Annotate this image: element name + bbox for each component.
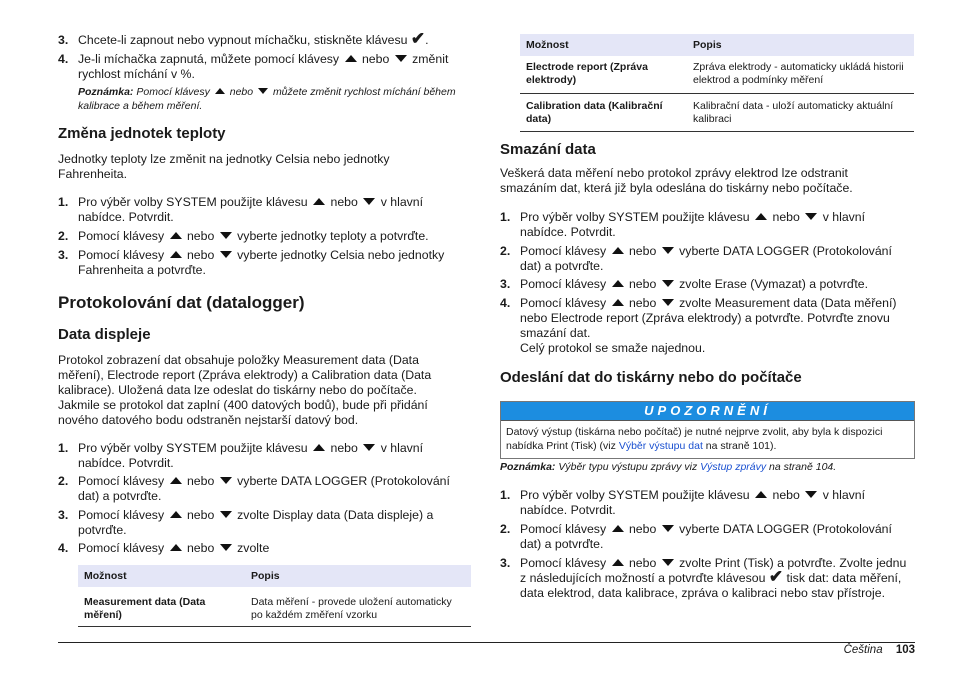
cross-reference-link[interactable]: Výběr výstupu dat: [618, 440, 703, 452]
arrow-down-icon: [220, 477, 232, 484]
table-header-row: [78, 565, 471, 587]
step-text: Chcete-li zapnout nebo vypnout míchačku, stiskněte klávesu: [78, 33, 408, 47]
arrow-down-icon: [220, 251, 232, 258]
arrow-up-icon: [612, 299, 624, 306]
arrow-up-icon: [313, 198, 325, 205]
warning-title: UPOZORNĚNÍ: [501, 402, 914, 421]
arrow-up-icon: [345, 55, 357, 62]
arrow-down-icon: [662, 299, 674, 306]
column-header: Popis: [687, 34, 914, 56]
arrow-down-icon: [662, 247, 674, 254]
options-table: [520, 34, 914, 132]
footer-divider: [58, 642, 915, 643]
page-footer: [844, 643, 915, 658]
step-number: 3.: [58, 33, 69, 47]
table-row: [520, 94, 914, 132]
arrow-up-icon: [612, 280, 624, 287]
arrow-up-icon: [612, 559, 624, 566]
section-heading: Změna jednotek teploty: [58, 125, 226, 142]
page-number: 103: [895, 644, 915, 656]
arrow-down-icon: [805, 491, 817, 498]
arrow-down-icon: [363, 198, 375, 205]
chapter-heading: Protokolování dat (datalogger): [58, 293, 305, 312]
column-header: Možnost: [78, 565, 245, 587]
arrow-down-icon: [395, 55, 407, 62]
checkmark-icon: ✔: [768, 567, 784, 586]
note: Poznámka: Pomocí klávesy nebo můžete změnit rychlost míchání během kalibrace a během měření.: [78, 86, 456, 112]
arrow-up-icon: [170, 251, 182, 258]
arrow-down-icon: [662, 559, 674, 566]
arrow-down-icon: [220, 232, 232, 239]
arrow-down-icon: [220, 511, 232, 518]
note-label: Poznámka:: [78, 86, 134, 98]
arrow-up-icon: [170, 232, 182, 239]
arrow-down-icon: [220, 544, 232, 551]
arrow-down-icon: [662, 525, 674, 532]
arrow-down-icon: [662, 280, 674, 287]
table-row: [78, 587, 471, 627]
table-cell: Measurement data (Data měření): [78, 587, 245, 627]
table-header-row: [520, 34, 914, 56]
arrow-up-icon: [755, 491, 767, 498]
table-row: [520, 56, 914, 94]
table-cell: Kalibrační data - uloží automaticky aktuální kalibraci: [687, 94, 914, 132]
arrow-up-icon: [170, 544, 182, 551]
warning-box: [500, 401, 915, 459]
arrow-up-icon: [313, 444, 325, 451]
arrow-up-icon: [612, 525, 624, 532]
note: Poznámka: Výběr typu výstupu zprávy viz Výstup zprávy na straně 104.: [500, 461, 837, 473]
arrow-down-icon: [363, 444, 375, 451]
checkmark-icon: ✔: [410, 29, 426, 48]
cross-reference-link[interactable]: Výstup zprávy: [700, 461, 767, 473]
paragraph: Jednotky teploty lze změnit na jednotky Celsia nebo jednotky Fahrenheita.: [58, 152, 390, 181]
section-heading: Smazání data: [500, 141, 596, 158]
arrow-up-icon: [755, 213, 767, 220]
section-heading: Data displeje: [58, 326, 151, 343]
arrow-up-icon: [612, 247, 624, 254]
arrow-up-icon: [215, 88, 225, 94]
note-label: Poznámka:: [500, 461, 556, 473]
table-cell: Calibration data (Kalibrační data): [520, 94, 687, 132]
table-cell: Electrode report (Zpráva elektrody): [520, 56, 687, 94]
column-header: Popis: [245, 565, 471, 587]
arrow-up-icon: [170, 477, 182, 484]
arrow-up-icon: [170, 511, 182, 518]
paragraph: Protokol zobrazení dat obsahuje položky Measurement data (Data měření), Electrode report (Zpráva elektrody) a Calibration data (Data kalibrace). Uložená data lze odeslat do tiskárny nebo do počítače. Jakmile se protokol dat zaplní (400 datových bodů), bude při přidání nového datového bodu odstraněn nejstarší datový bod.: [58, 353, 432, 427]
warning-text: Datový výstup (tiskárna nebo počítač) je nutné nejprve zvolit, aby byla k dispozici nabídka Print (Tisk) (viz Výběr výstupu dat na straně 101).: [506, 426, 883, 452]
arrow-down-icon: [805, 213, 817, 220]
footer-language: Čeština: [843, 644, 883, 656]
paragraph: Veškerá data měření nebo protokol zprávy elektrod lze odstranit smazáním dat, která již byla odeslána do tiskárny nebo počítače.: [500, 166, 853, 195]
arrow-down-icon: [258, 88, 268, 94]
section-heading: Odeslání dat do tiskárny nebo do počítače: [500, 369, 802, 386]
options-table: [78, 565, 471, 627]
column-header: Možnost: [520, 34, 687, 56]
table-cell: Data měření - provede uložení automaticky po každém změření vzorku: [245, 587, 471, 627]
table-cell: Zpráva elektrody - automaticky ukládá historii elektrod a podmínky měření: [687, 56, 914, 94]
